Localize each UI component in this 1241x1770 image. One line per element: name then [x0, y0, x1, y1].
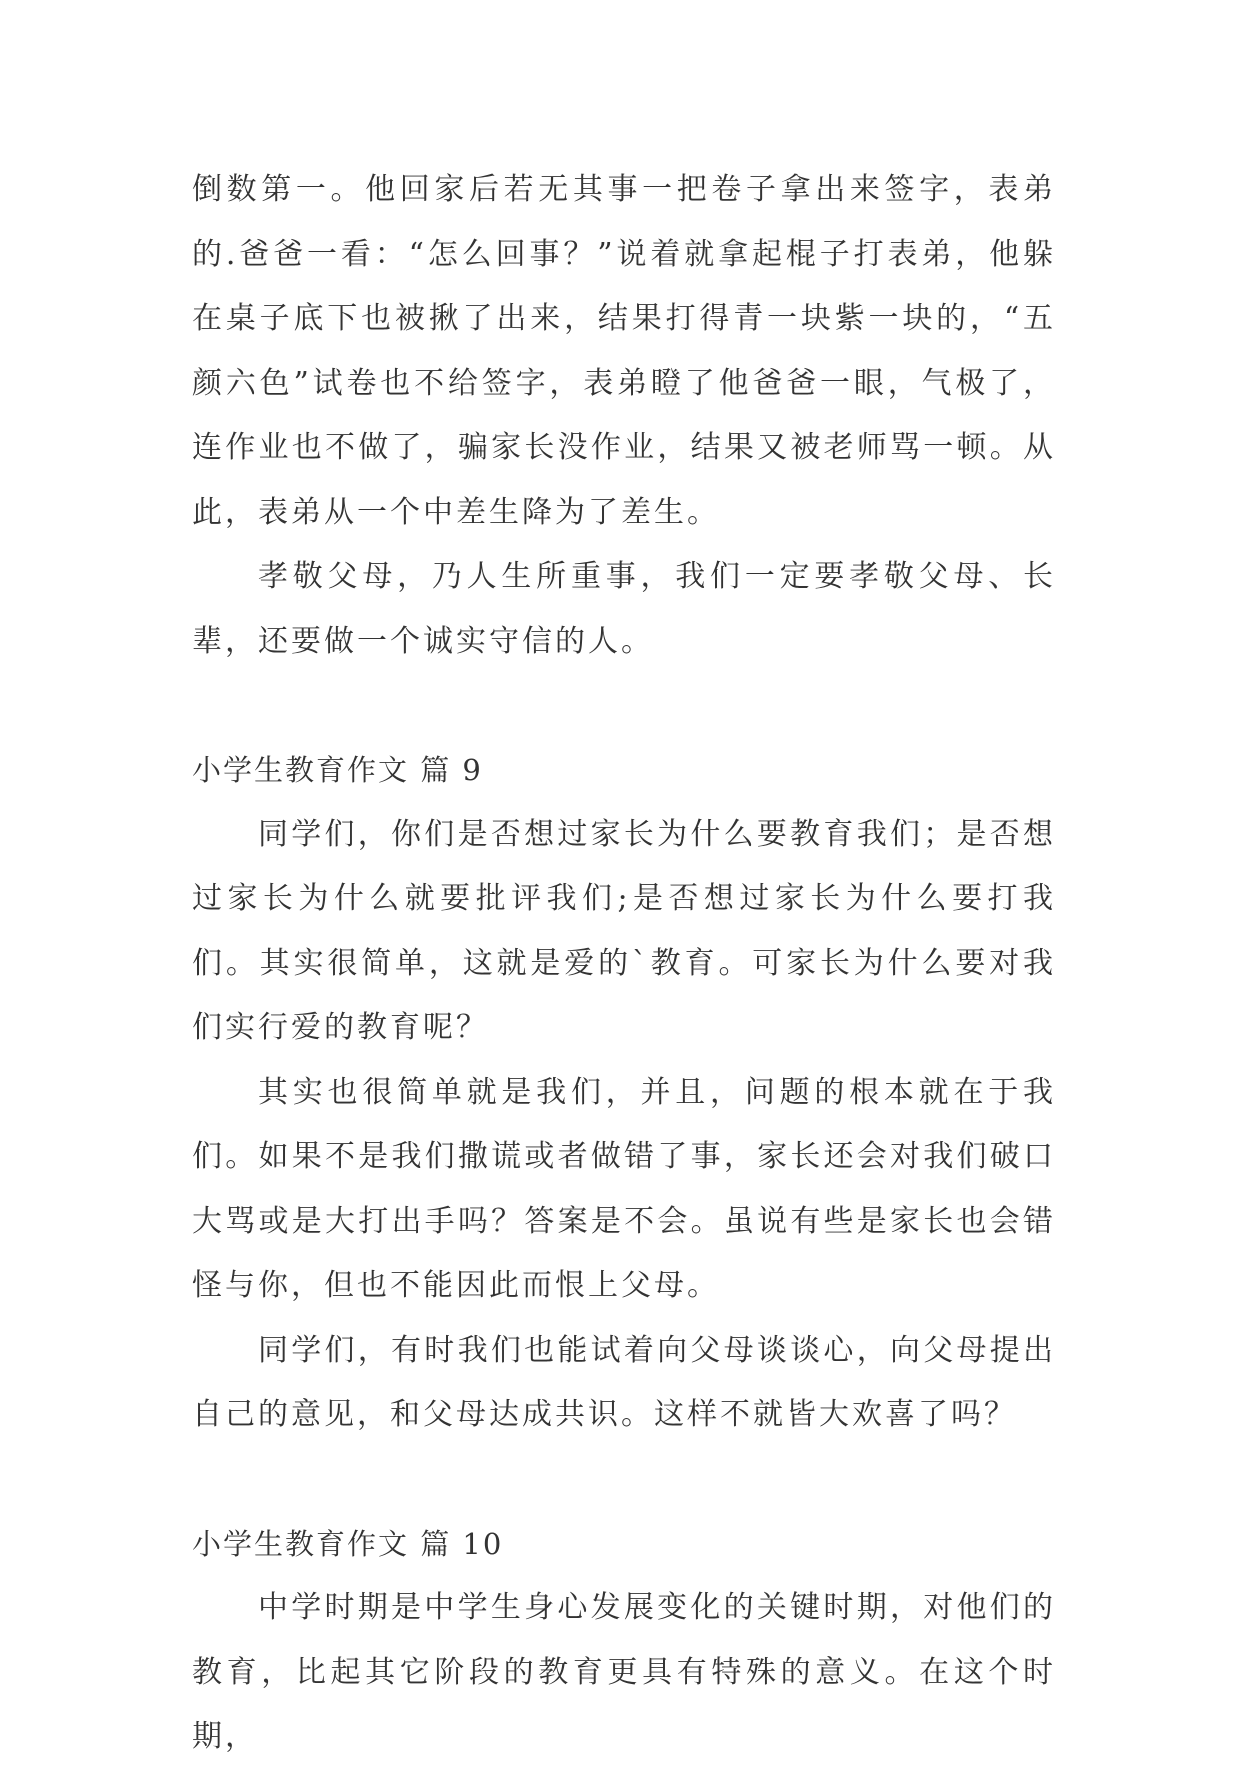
section-gap	[192, 1448, 1056, 1512]
paragraph: 同学们，你们是否想过家长为什么要教育我们；是否想过家长为什么就要批评我们;是否想过家长为什么要打我们。其实很简单，这就是爱的`教育。可家长为什么要对我们实行爱的教育呢？	[192, 816, 1056, 1045]
section-heading: 小学生教育作文 篇 9	[192, 753, 483, 787]
document-body	[192, 158, 1056, 1770]
section-heading: 小学生教育作文 篇 10	[192, 1526, 504, 1561]
paragraph: 同学们，有时我们也能试着向父母谈谈心，向父母提出自己的意见，和父母达成共识。这样不就皆大欢喜了吗？	[192, 1332, 1056, 1432]
paragraph: 倒数第一。他回家后若无其事一把卷子拿出来签字，表弟的.爸爸一看：“怎么回事？”说着就拿起棍子打表弟，他躲在桌子底下也被揪了出来，结果打得青一块紫一块的，“五颜六色”试卷也不给签字，表弟瞪了他爸爸一眼，气极了，连作业也不做了，骗家长没作业，结果又被老师骂一顿。从此，表弟从一个中差生降为了差生。	[192, 172, 1056, 530]
paragraph: 中学时期是中学生身心发展变化的关键时期，对他们的教育，比起其它阶段的教育更具有特殊的意义。在这个时期，	[192, 1590, 1056, 1754]
paragraph: 孝敬父母，乃人生所重事，我们一定要孝敬父母、长辈，还要做一个诚实守信的人。	[192, 559, 1056, 659]
paragraph: 其实也很简单就是我们，并且，问题的根本就在于我们。如果不是我们撒谎或者做错了事，家长还会对我们破口大骂或是大打出手吗？答案是不会。虽说有些是家长也会错怪与你，但也不能因此而恨上父母。	[192, 1074, 1056, 1303]
section-gap	[192, 674, 1056, 738]
